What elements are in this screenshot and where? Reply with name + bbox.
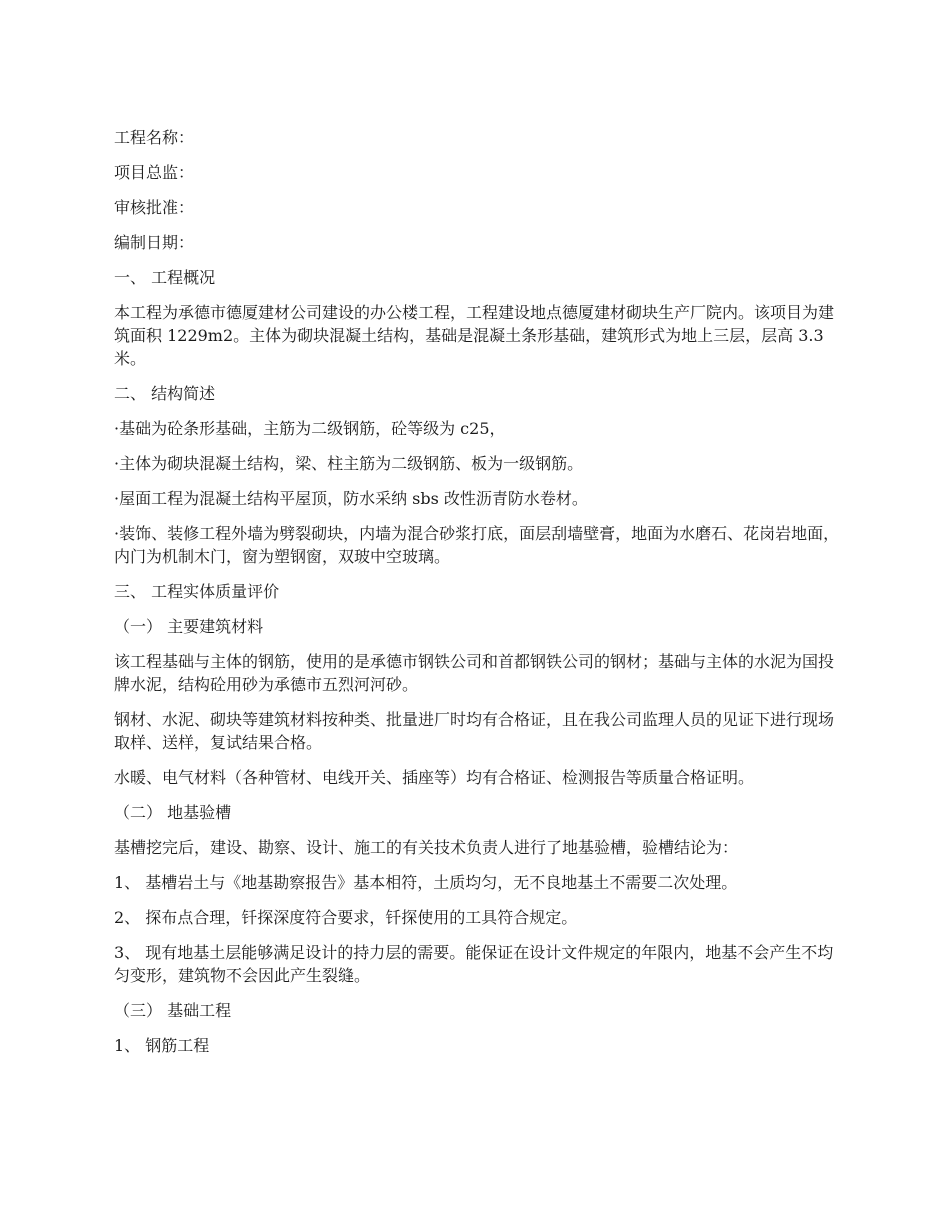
section-heading-overview: 一、 工程概况: [114, 268, 216, 287]
field-approval: 审核批准：: [114, 198, 195, 217]
paragraph-materials-3: 水暖、电气材料（各种管材、电线开关、插座等）均有合格证、检测报告等质量合格证明。: [114, 768, 755, 787]
field-chief-supervisor: 项目总监：: [114, 163, 195, 182]
paragraph-materials-1: 该工程基础与主体的钢筋，使用的是承德市钢铁公司和首都钢铁公司的钢材；基础与主体的水泥为国投牌水泥，结构砼用砂为承德市五烈河河砂。: [114, 652, 835, 694]
bullet-roof: ·屋面工程为混凝土结构平屋顶，防水采纳 sbs 改性沥青防水卷材。: [114, 489, 588, 508]
section-heading-structure: 二、 结构简述: [114, 384, 216, 403]
list-item-inspection-3: 3、 现有地基土层能够满足设计的持力层的需要。能保证在设计文件规定的年限内，地基不会产生不均匀变形，建筑物不会因此产生裂缝。: [114, 943, 834, 985]
paragraph-overview: 本工程为承德市德厦建材公司建设的办公楼工程，工程建设地点德厦建材砌块生产厂院内。该项目为建筑面积 1229m2。主体为砌块混凝土结构，基础是混凝土条形基础，建筑形式为地上三层，层高 3.3 米。: [114, 303, 835, 368]
section-heading-quality: 三、 工程实体质量评价: [114, 582, 280, 601]
bullet-decoration: ·装饰、装修工程外墙为劈裂砌块，内墙为混合砂浆打底，面层刮墙壁膏，地面为水磨石、花岗岩地面，内门为机制木门，窗为塑钢窗，双玻中空玻璃。: [114, 524, 840, 566]
list-item-inspection-1: 1、 基槽岩土与《地基勘察报告》基本相符，土质均匀，无不良地基土不需要二次处理。: [114, 873, 738, 892]
list-item-inspection-2: 2、 探布点合理，钎探深度符合要求，钎探使用的工具符合规定。: [114, 908, 578, 927]
bullet-main-structure: ·主体为砌块混凝土结构，梁、柱主筋为二级钢筋、板为一级钢筋。: [114, 454, 584, 473]
bullet-foundation: ·基础为砼条形基础，主筋为二级钢筋，砼等级为 c25，: [114, 419, 506, 438]
subsection-heading-foundation-inspection: （二） 地基验槽: [114, 803, 232, 822]
field-project-name: 工程名称：: [114, 128, 195, 147]
subsection-heading-foundation-works: （三） 基础工程: [114, 1001, 232, 1020]
paragraph-inspection-intro: 基槽挖完后，建设、勘察、设计、施工的有关技术负责人进行了地基验槽，验槽结论为：: [114, 838, 739, 857]
field-compile-date: 编制日期：: [114, 233, 195, 252]
document-page: [114, 126, 842, 1069]
subsection-heading-materials: （一） 主要建筑材料: [114, 617, 264, 636]
list-item-rebar-works: 1、 钢筋工程: [114, 1036, 210, 1055]
paragraph-materials-2: 钢材、水泥、砌块等建筑材料按种类、批量进厂时均有合格证，且在我公司监理人员的见证下进行现场取样、送样，复试结果合格。: [114, 710, 835, 752]
